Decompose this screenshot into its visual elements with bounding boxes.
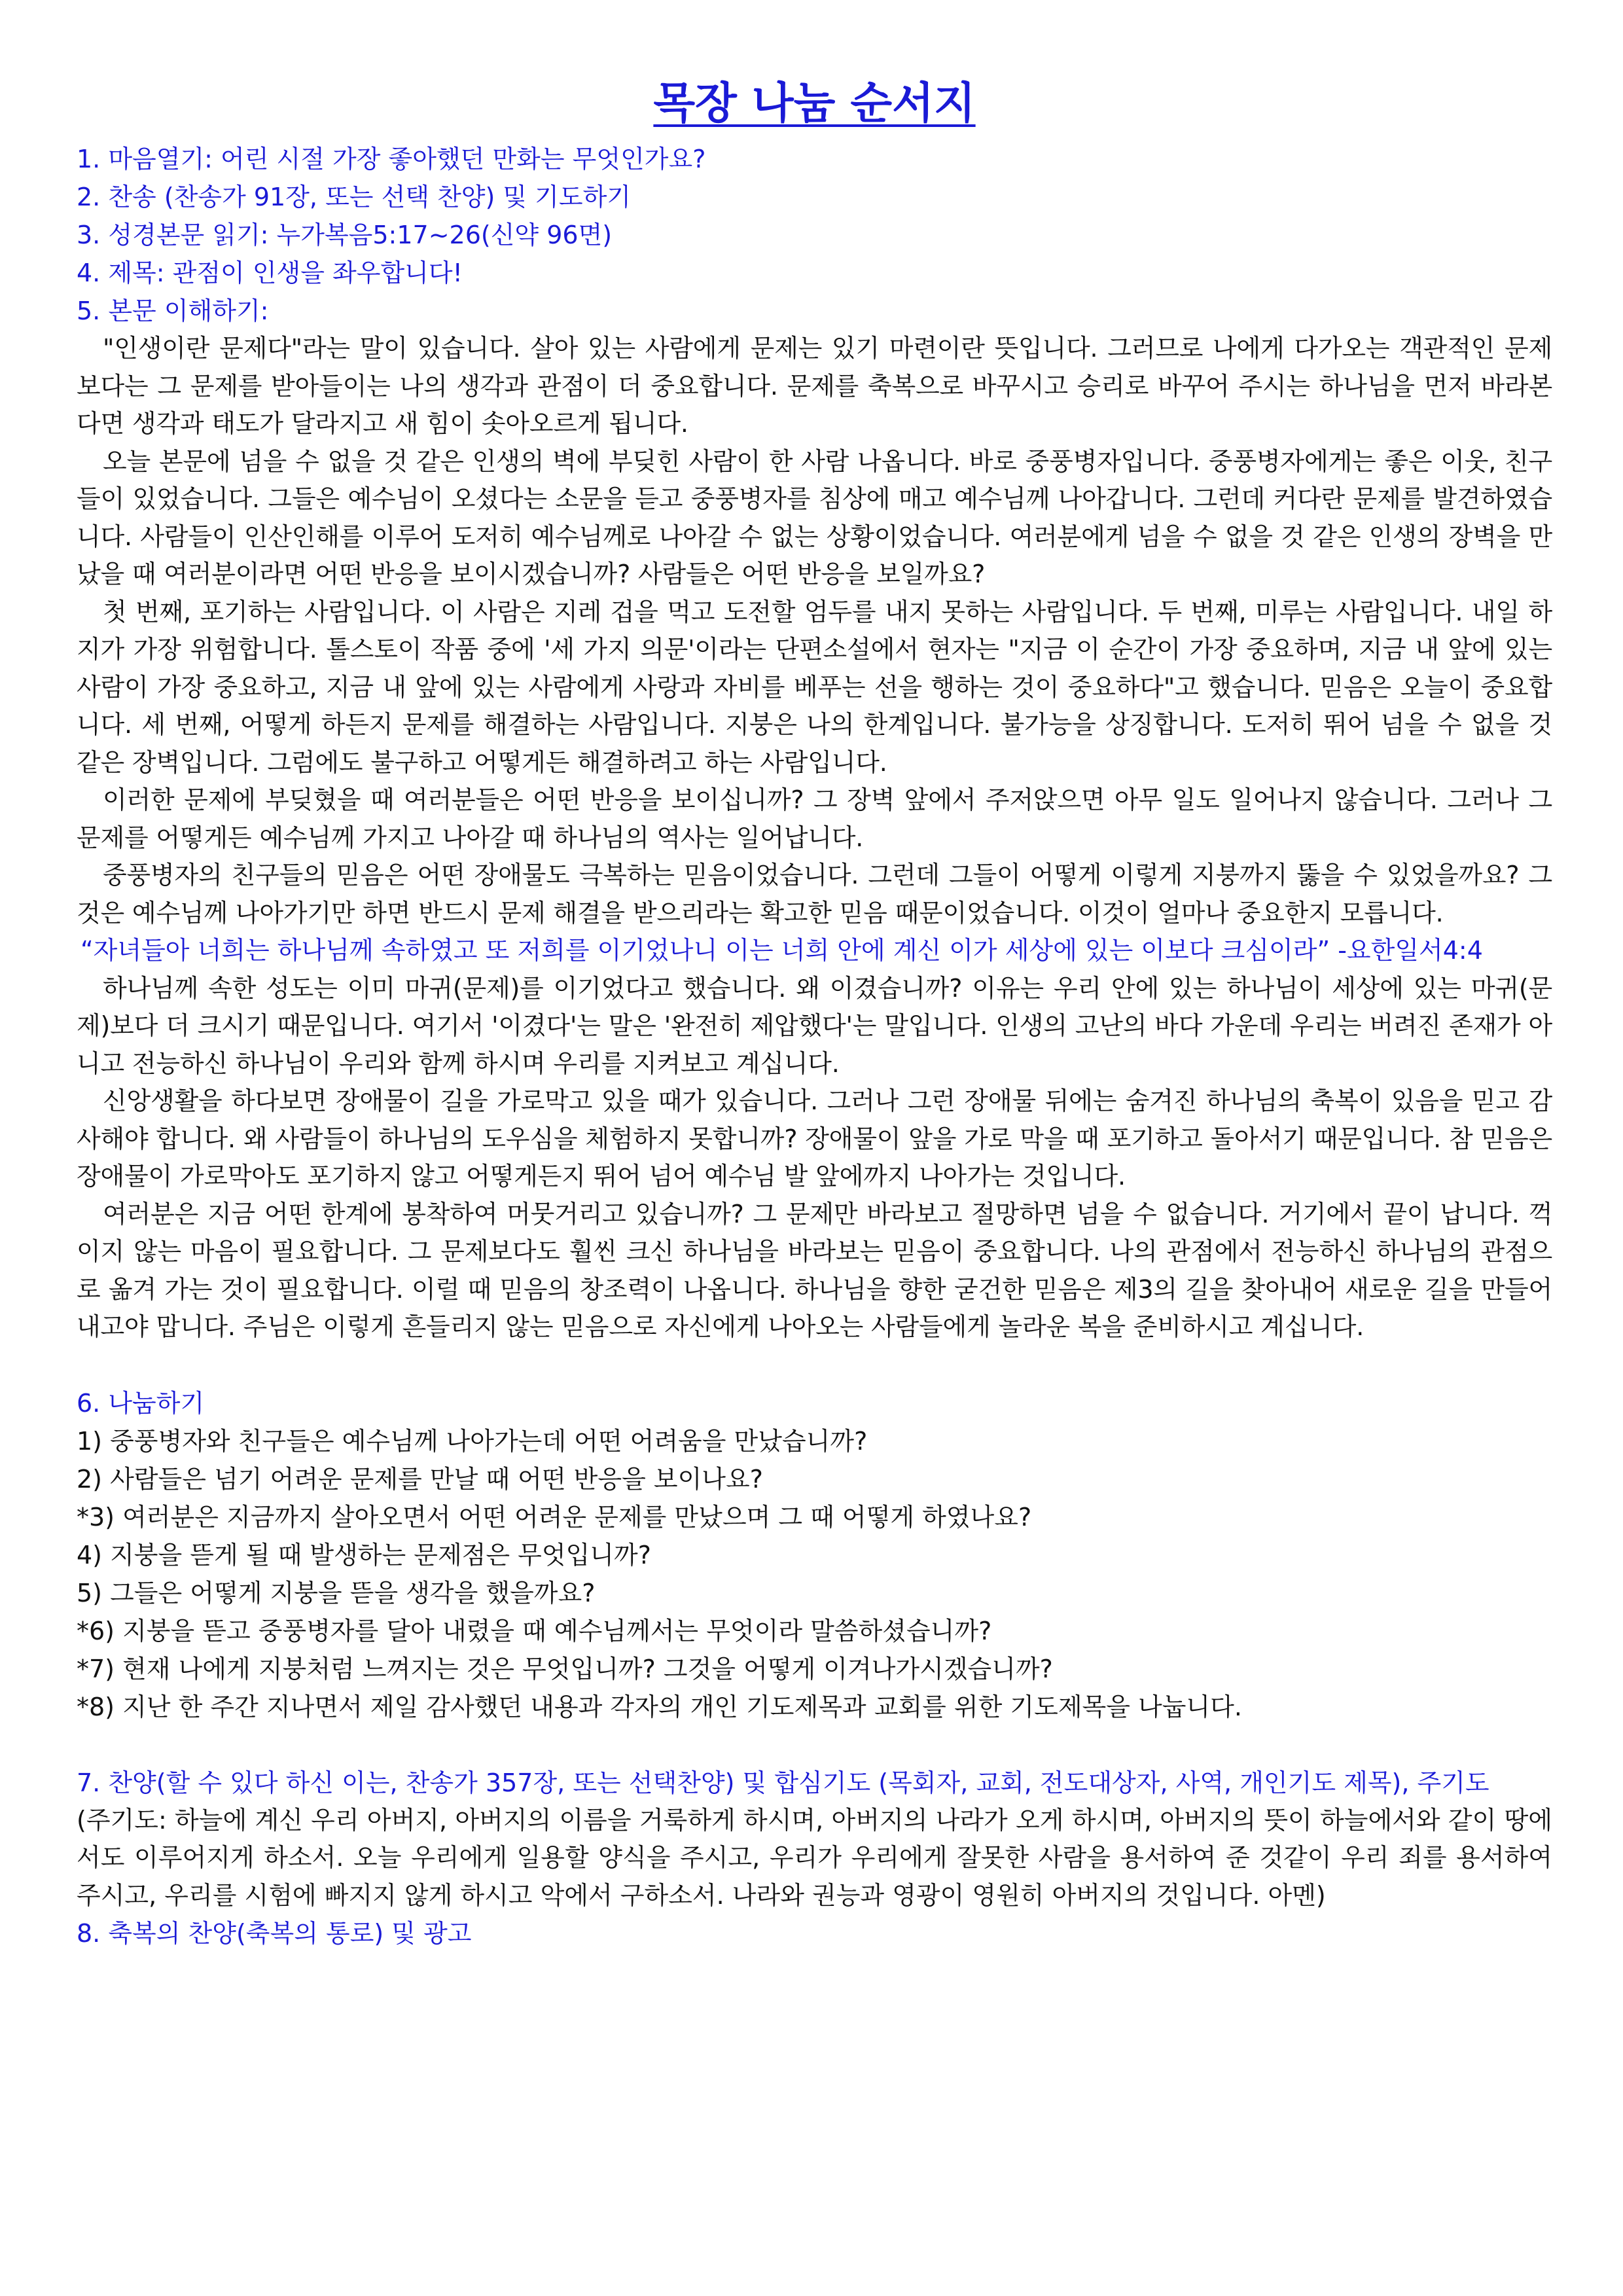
order-item-5: 5. 본문 이해하기:: [77, 296, 269, 325]
page-title: 목장 나눔 순서지: [653, 78, 976, 128]
lords-prayer: (주기도: 하늘에 계신 우리 아버지, 아버지의 이름을 거룩하게 하시며, 아버지의 나라가 오게 하시며, 아버지의 뜻이 하늘에서와 같이 땅에서도 이루어지게 하소서. 오늘 우리에게 일용할 양식을 주시고, 우리가 우리에게 잘못한 사람을 용서하여 준 것같이 우리 죄를 용서하여 주시고, 우리를 시험에 빠지지 않게 하시고 악에서 구하소서. 나라와 권능과 영광이 영원히 아버지의 것입니다. 아멘): [77, 1805, 1552, 1910]
document-page: [77, 72, 1552, 1952]
closing-item-7: 7. 찬양(할 수 있다 하신 이는, 찬송가 357장, 또는 선택찬양) 및 합심기도 (목회자, 교회, 전도대상자, 사역, 개인기도 제목), 주기도: [77, 1768, 1489, 1797]
order-item-1: 1. 마음열기: 어린 시절 가장 좋아했던 만화는 무엇인가요?: [77, 145, 706, 173]
sharing-question-8: *8) 지난 한 주간 지나면서 제일 감사했던 내용과 각자의 개인 기도제목과 교회를 위한 기도제목을 나눕니다.: [77, 1692, 1242, 1721]
sharing-question-2: 2) 사람들은 넘기 어려운 문제를 만날 때 어떤 반응을 보이나요?: [77, 1464, 763, 1494]
sharing-question-3: *3) 여러분은 지금까지 살아오면서 어떤 어려운 문제를 만났으며 그 때 어떻게 하였나요?: [77, 1502, 1032, 1532]
sharing-question-5: 5) 그들은 어떻게 지붕을 뜯을 생각을 했을까요?: [77, 1578, 596, 1607]
order-item-3: 3. 성경본문 읽기: 누가복음5:17~26(신약 96면): [77, 221, 613, 249]
sharing-question-4: 4) 지붕을 뜯게 될 때 발생하는 문제점은 무엇입니까?: [77, 1540, 651, 1570]
sharing-heading: 6. 나눔하기: [77, 1388, 205, 1418]
body-paragraph-2: 오늘 본문에 넘을 수 없을 것 같은 인생의 벽에 부딪힌 사람이 한 사람 나옵니다. 바로 중풍병자입니다. 중풍병자에게는 좋은 이웃, 친구들이 있었습니다. 그들은 예수님이 오셨다는 소문을 듣고 중풍병자를 침상에 매고 예수님께 나아갑니다. 그런데 커다란 문제를 발견하였습니다. 사람들이 인산인해를 이루어 도저히 예수님께로 나아갈 수 없는 상황이었습니다. 여러분에게 넘을 수 없을 것 같은 인생의 장벽을 만났을 때 여러분이라면 어떤 반응을 보이시겠습니까? 사람들은 어떤 반응을 보일까요?: [77, 446, 1552, 588]
body-paragraph-4: 이러한 문제에 부딪혔을 때 여러분들은 어떤 반응을 보이십니까? 그 장벽 앞에서 주저앉으면 아무 일도 일어나지 않습니다. 그러나 그 문제를 어떻게든 예수님께 가지고 나아갈 때 하나님의 역사는 일어납니다.: [77, 785, 1552, 852]
section-spacer: [77, 1726, 1552, 1764]
sharing-questions: [77, 1422, 1552, 1726]
closing-item-8: 8. 축복의 찬양(축복의 통로) 및 광고: [77, 1919, 472, 1948]
body-paragraph-6: 하나님께 속한 성도는 이미 마귀(문제)를 이기었다고 했습니다. 왜 이겼습니까? 이유는 우리 안에 있는 하나님이 세상에 있는 마귀(문제)보다 더 크시기 때문입니다. 여기서 '이겼다'는 말은 '완전히 제압했다'는 말입니다. 인생의 고난의 바다 가운데 우리는 버려진 존재가 아니고 전능하신 하나님이 우리와 함께 하시며 우리를 지켜보고 계십니다.: [77, 973, 1552, 1078]
body-paragraph-7: 신앙생활을 하다보면 장애물이 길을 가로막고 있을 때가 있습니다. 그러나 그런 장애물 뒤에는 숨겨진 하나님의 축복이 있음을 믿고 감사해야 합니다. 왜 사람들이 하나님의 도우심을 체험하지 못합니까? 장애물이 앞을 가로 막을 때 포기하고 돌아서기 때문입니다. 참 믿음은 장애물이 가로막아도 포기하지 않고 어떻게든지 뛰어 넘어 예수님 발 앞에까지 나아가는 것입니다.: [77, 1086, 1552, 1191]
body-paragraph-8: 여러분은 지금 어떤 한계에 봉착하여 머뭇거리고 있습니까? 그 문제만 바라보고 절망하면 넘을 수 없습니다. 거기에서 끝이 납니다. 꺽이지 않는 마음이 필요합니다. 그 문제보다도 훨씬 크신 하나님을 바라보는 믿음이 중요합니다. 나의 관점에서 전능하신 하나님의 관점으로 옮겨 가는 것이 필요합니다. 이럴 때 믿음의 창조력이 나옵니다. 하나님을 향한 굳건한 믿음은 제3의 길을 찾아내어 새로운 길을 만들어 내고야 맙니다. 주님은 이렇게 흔들리지 않는 믿음으로 자신에게 나아오는 사람들에게 놀라운 복을 준비하시고 계십니다.: [77, 1199, 1552, 1341]
body-paragraph-5: 중풍병자의 친구들의 믿음은 어떤 장애물도 극복하는 믿음이었습니다. 그런데 그들이 어떻게 이렇게 지붕까지 뚫을 수 있었을까요? 그것은 예수님께 나아가기만 하면 반드시 문제 해결을 받으리라는 확고한 믿음 때문이었습니다. 이것이 얼마나 중요한지 모릅니다.: [77, 861, 1552, 927]
scripture-quote: “자녀들아 너희는 하나님께 속하였고 또 저희를 이기었나니 이는 너희 안에 계신 이가 세상에 있는 이보다 크심이라” -요한일서4:4: [80, 936, 1483, 965]
body-paragraph-1: "인생이란 문제다"라는 말이 있습니다. 살아 있는 사람에게 문제는 있기 마련이란 뜻입니다. 그러므로 나에게 다가오는 객관적인 문제 보다는 그 문제를 받아들이는 나의 생각과 관점이 더 중요합니다. 문제를 축복으로 바꾸시고 승리로 바꾸어 주시는 하나님을 먼저 바라본다면 생각과 태도가 달라지고 새 힘이 솟아오르게 됩니다.: [77, 334, 1552, 438]
order-item-2: 2. 찬송 (찬송가 91장, 또는 선택 찬양) 및 기도하기: [77, 183, 632, 211]
sharing-question-1: 1) 중풍병자와 친구들은 예수님께 나아가는데 어떤 어려움을 만났습니까?: [77, 1426, 868, 1456]
sharing-question-7: *7) 현재 나에게 지붕처럼 느껴지는 것은 무엇입니까? 그것을 어떻게 이겨나가시겠습니까?: [77, 1654, 1053, 1683]
sharing-question-6: *6) 지붕을 뜯고 중풍병자를 달아 내렸을 때 예수님께서는 무엇이라 말씀하셨습니까?: [77, 1616, 992, 1645]
body-paragraph-3: 첫 번째, 포기하는 사람입니다. 이 사람은 지레 겁을 먹고 도전할 엄두를 내지 못하는 사람입니다. 두 번째, 미루는 사람입니다. 내일 하지가 가장 위험합니다. 톨스토이 작품 중에 '세 가지 의문'이라는 단편소설에서 현자는 "지금 이 순간이 가장 중요하며, 지금 내 앞에 있는 사람이 가장 중요하고, 지금 내 앞에 있는 사람에게 사랑과 자비를 베푸는 선을 행하는 것이 중요하다"고 했습니다. 믿음은 오늘이 중요합니다. 세 번째, 어떻게 하든지 문제를 해결하는 사람입니다. 지붕은 나의 한계입니다. 불가능을 상징합니다. 도저히 뛰어 넘을 수 없을 것 같은 장벽입니다. 그럼에도 불구하고 어떻게든 해결하려고 하는 사람입니다.: [77, 597, 1552, 777]
section-spacer: [77, 1346, 1552, 1384]
order-item-4: 4. 제목: 관점이 인생을 좌우합니다!: [77, 259, 463, 287]
